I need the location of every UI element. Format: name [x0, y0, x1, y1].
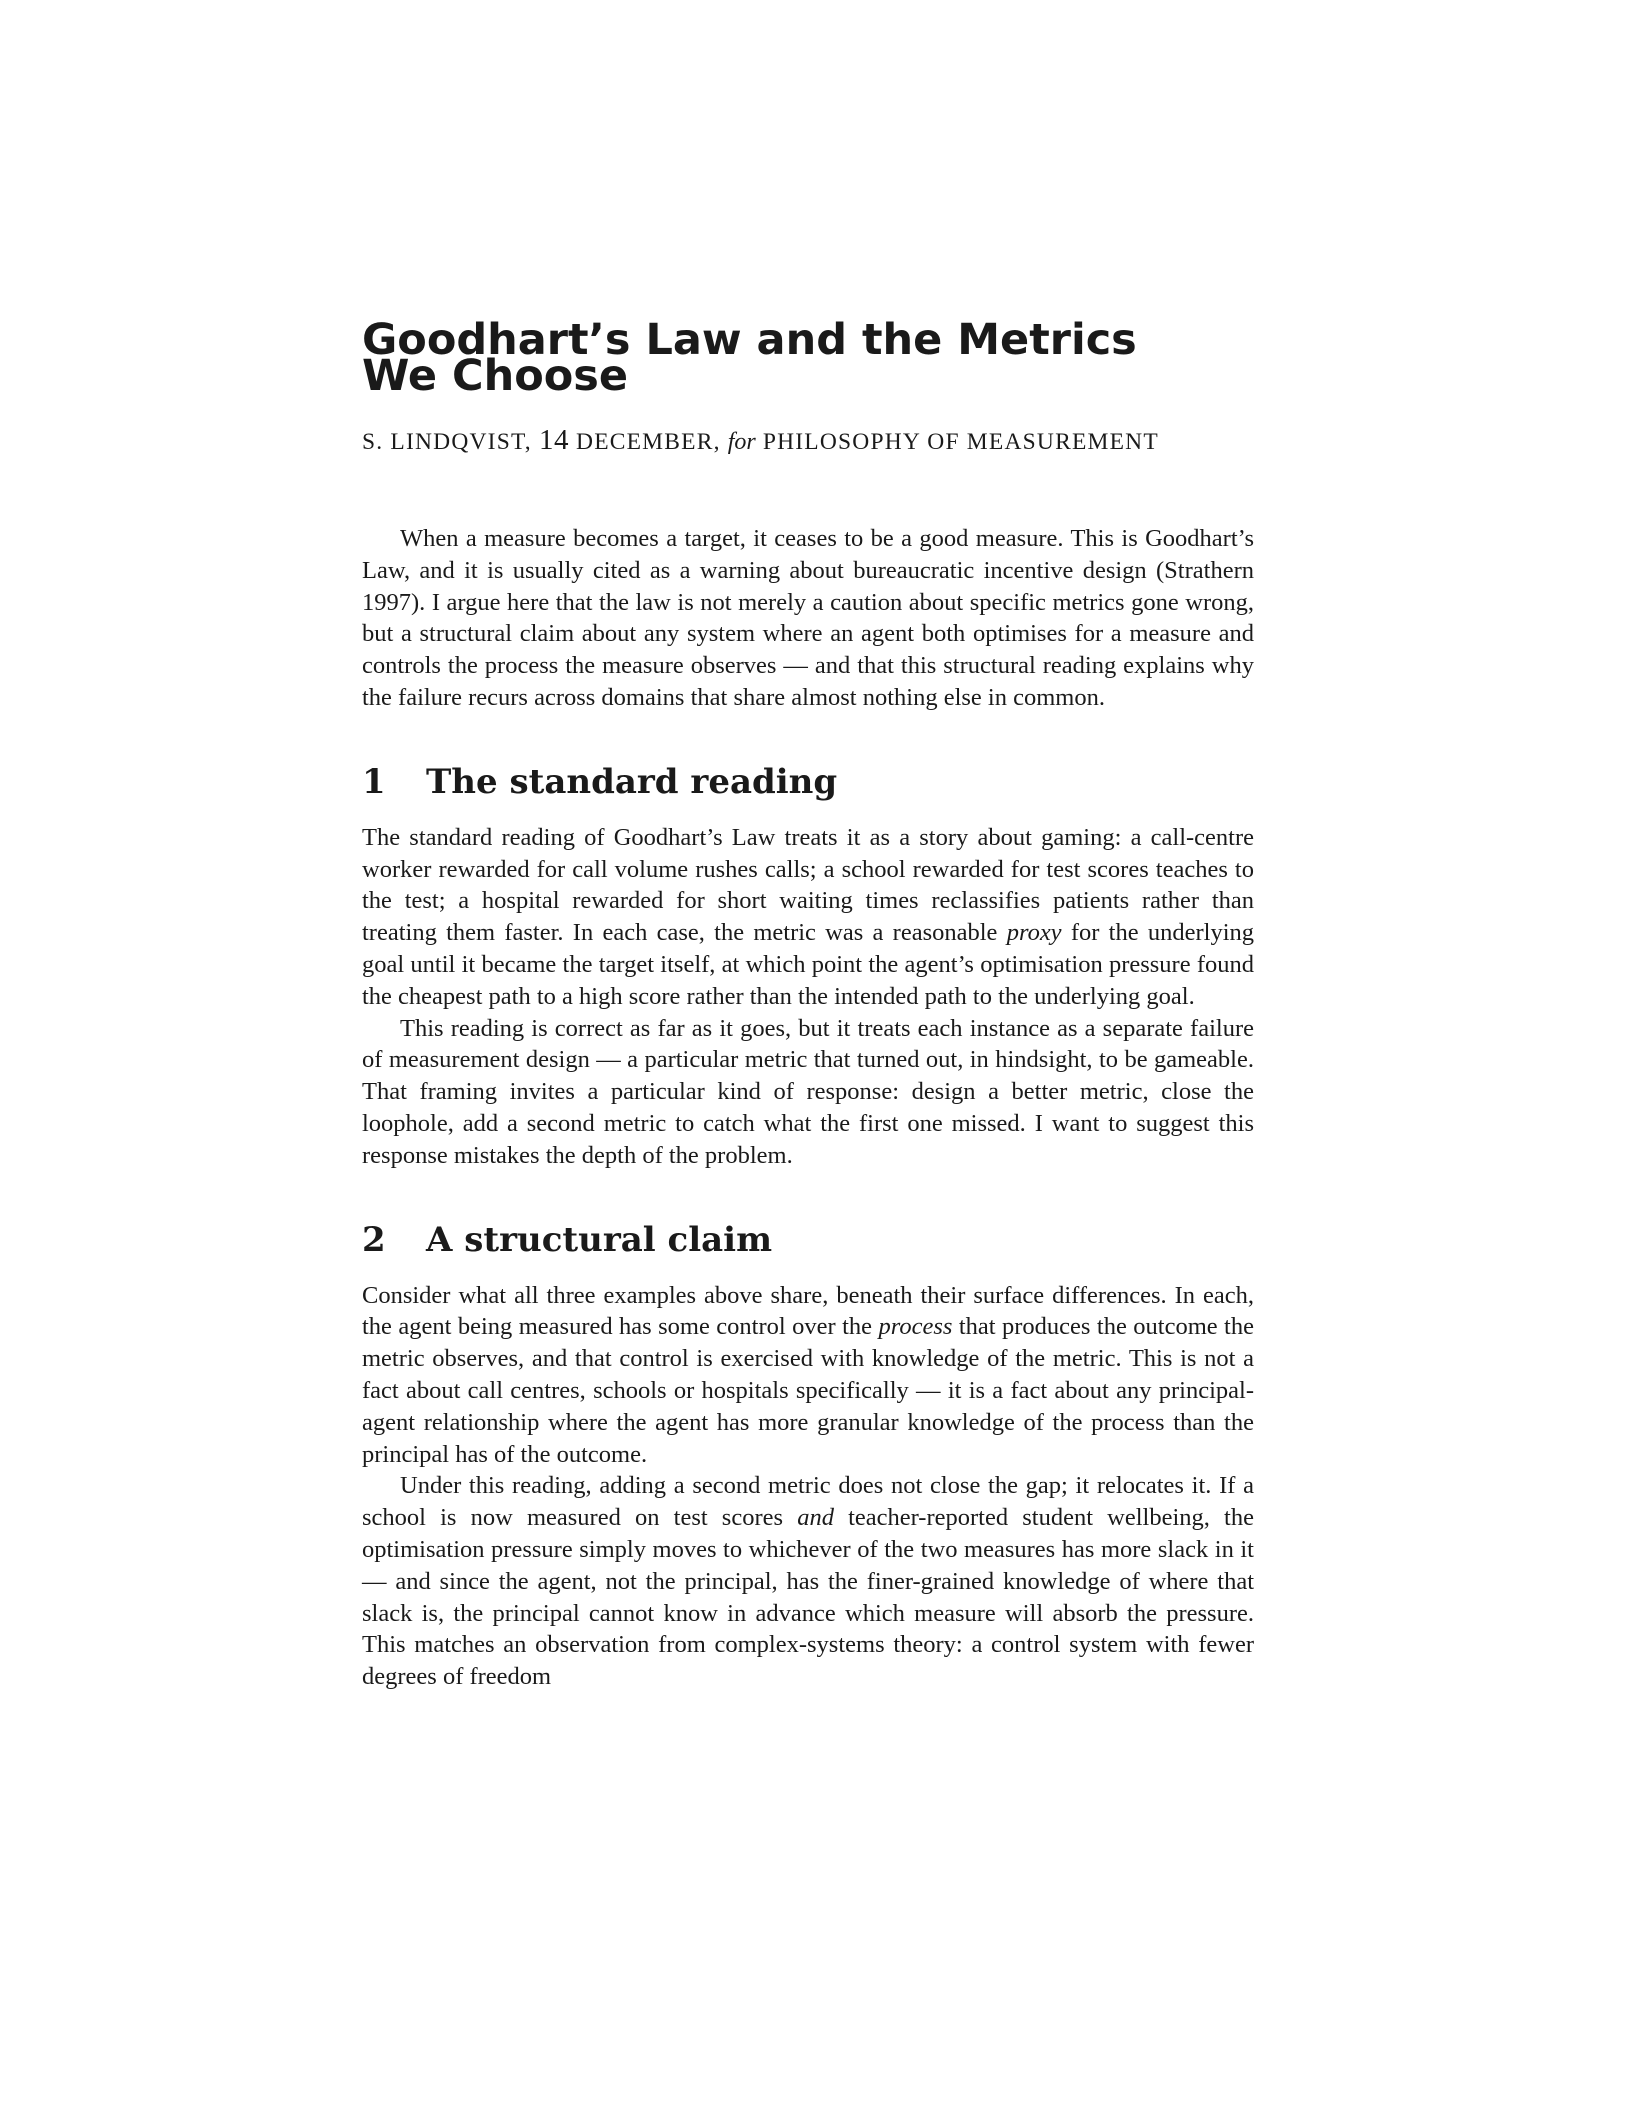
- paper-title: Goodhart’s Law and the Metrics We Choose: [362, 315, 1137, 401]
- section-1-paragraph-2: This reading is correct as far as it goes, but it treats each instance as a separate failure of measurement design — a particular metric that turned out, in hindsight, to be gameable. That framing invites a particular kind of response: design a better metric, close the loophole, add a second metric to catch what the first one missed. I want to suggest this response mistakes the depth of the problem.: [362, 1014, 1254, 1169]
- text-run: teacher-reported student wellbeing, the optimisation pressure simply moves to whichever of the two measures has more slack in it — and since the agent, not the principal, has the finer-grained knowledge of where that slack is, the principal cannot know in advance which measure will absorb the pressure. This matches an observation from complex-systems theory: a control system with fewer degrees of freedom: [362, 1504, 1254, 1691]
- author-name: S. LINDQVIST,: [362, 429, 532, 455]
- emphasis: proxy: [1006, 919, 1062, 947]
- text-run: for the underlying goal until it became the target itself, at which point the agent’s optimisation pressure found the cheapest path to a high score rather than the intended path to the underlying goal.: [362, 919, 1254, 1010]
- section-heading-2: [362, 1220, 1254, 1260]
- section-heading-1: [362, 762, 1254, 802]
- for-word: for: [727, 429, 756, 455]
- text-run: The standard reading of Goodhart’s Law treats it as a story about gaming: a call-centre worker rewarded for call volume rushes calls; a school rewarded for test scores teaches to the test; a hospital rewarded for short waiting times reclassifies patients rather than treating them faster. In each case, the metric was a reasonable: [362, 823, 1254, 947]
- section-title: A structural claim: [426, 1219, 773, 1260]
- date-month: DECEMBER,: [576, 429, 721, 455]
- text-run: Under this reading, adding a second metric does not close the gap; it relocates it. If a school is now measured on test scores: [362, 1472, 1254, 1532]
- date-day: 14: [538, 424, 569, 456]
- emphasis: process: [878, 1313, 953, 1341]
- course-name: PHILOSOPHY OF MEASUREMENT: [762, 429, 1159, 455]
- text-run: Consider what all three examples above share, beneath their surface differences. In each, the agent being measured has some control over the: [362, 1281, 1254, 1341]
- emphasis: and: [797, 1504, 834, 1532]
- section-2-paragraph-1: [362, 1280, 1254, 1471]
- text-run: that produces the outcome the metric observes, and that control is exercised with knowledge of the metric. This is not a fact about call centres, schools or hospitals specifically — it is a fact about any principal-agent relationship where the agent has more granular knowledge of the process than the principal has of the outcome.: [362, 1313, 1254, 1468]
- section-1-paragraph-1: [362, 822, 1254, 1013]
- byline: [362, 424, 1254, 457]
- section-number: 2: [362, 1219, 386, 1260]
- section-number: 1: [362, 761, 386, 802]
- abstract: When a measure becomes a target, it ceases to be a good measure. This is Goodhart’s Law, and it is usually cited as a warning about bureaucratic incentive design (Strathern 1997). I argue here that the law is not merely a caution about specific metrics gone wrong, but a structural claim about any system where an agent both optimises for a measure and controls the process the measure observes — and that this structural reading explains why the failure recurs across domains that share almost nothing else in common.: [362, 525, 1254, 711]
- section-title: The standard reading: [426, 761, 838, 802]
- section-2-paragraph-2: [362, 1470, 1254, 1693]
- paper-page: [362, 315, 1254, 1693]
